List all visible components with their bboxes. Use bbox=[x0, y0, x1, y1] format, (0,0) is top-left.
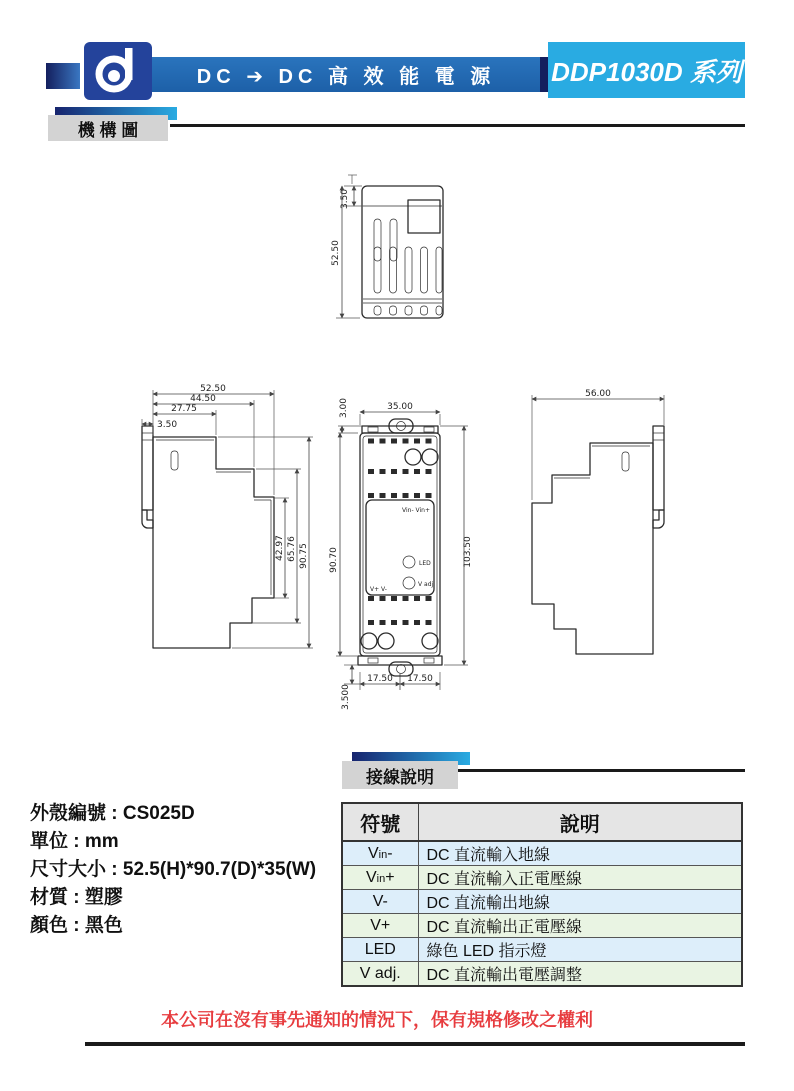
top-view-drawing bbox=[331, 175, 443, 318]
spec-line: 尺寸大小 : 52.5(H)*90.7(D)*35(W) bbox=[30, 859, 317, 880]
wiring-table-row bbox=[342, 841, 742, 866]
disclaimer-text: 本公司在沒有事先通知的情況下，保有規格修改之權利 bbox=[161, 1010, 593, 1030]
top-view-dim-lip: 3.50 bbox=[340, 188, 350, 210]
brand-logo bbox=[84, 42, 152, 100]
spec-line: 材質 : 塑膠 bbox=[30, 887, 123, 908]
left-side-view-drawing bbox=[142, 384, 313, 648]
wiring-table-header-description: 說明 bbox=[418, 803, 742, 841]
footer-rule bbox=[85, 1042, 745, 1046]
left-view-dim-d2: 65.76 bbox=[287, 536, 297, 562]
wiring-table-body bbox=[342, 841, 742, 986]
left-view-dim-total: 52.50 bbox=[200, 384, 226, 394]
header-title-bar bbox=[152, 57, 540, 92]
spec-line: 顏色 : 黑色 bbox=[30, 915, 123, 936]
symbol-cell: Vin+ bbox=[342, 866, 418, 890]
section-rule bbox=[170, 124, 745, 127]
front-view-input-terminal-label: Vin- Vin+ bbox=[402, 507, 430, 514]
section-mechanism-label: 機 構 圖 bbox=[48, 115, 168, 141]
symbol-cell: Vin- bbox=[342, 841, 418, 866]
left-view-dim-flange: 3.50 bbox=[157, 420, 178, 430]
left-view-dim-d1: 42.97 bbox=[275, 535, 285, 561]
section-wiring-label: 接線說明 bbox=[342, 761, 458, 789]
mechanism-drawing bbox=[0, 150, 794, 770]
right-side-view-drawing bbox=[532, 389, 664, 654]
front-view-dim-pitch-right: 17.50 bbox=[407, 674, 433, 684]
description-cell: DC 直流輸入正電壓線 bbox=[418, 866, 742, 890]
wiring-table-row bbox=[342, 866, 742, 890]
right-view-dim-total: 56.00 bbox=[585, 389, 611, 399]
front-view-dim-total: 103.50 bbox=[463, 536, 473, 568]
front-view-dim-tab: 3.00 bbox=[339, 397, 349, 419]
description-cell: DC 直流輸出正電壓線 bbox=[418, 914, 742, 938]
left-view-dim-mid: 44.50 bbox=[190, 394, 216, 404]
series-badge bbox=[548, 42, 745, 98]
front-view-dim-width: 35.00 bbox=[387, 402, 413, 412]
symbol-cell: V+ bbox=[342, 914, 418, 938]
brand-d-icon bbox=[84, 42, 152, 100]
wiring-table bbox=[341, 802, 743, 987]
front-view-dim-base: 3.500 bbox=[341, 684, 351, 710]
wiring-table-row bbox=[342, 890, 742, 914]
description-cell: DC 直流輸入地線 bbox=[418, 841, 742, 866]
front-view-dim-pitch-left: 17.50 bbox=[367, 674, 393, 684]
left-view-dim-d3: 90.75 bbox=[299, 543, 309, 569]
header-gradient-block bbox=[46, 63, 80, 89]
wiring-table-row bbox=[342, 914, 742, 938]
spec-block bbox=[30, 800, 316, 940]
front-view-dim-body: 90.70 bbox=[329, 547, 339, 573]
left-view-dim-front: 27.75 bbox=[171, 404, 197, 414]
description-cell: DC 直流輸出電壓調整 bbox=[418, 962, 742, 987]
description-cell: DC 直流輸出地線 bbox=[418, 890, 742, 914]
symbol-cell: V- bbox=[342, 890, 418, 914]
header-divider bbox=[540, 57, 548, 92]
section-rule bbox=[458, 769, 745, 772]
top-view-dim-depth: 52.50 bbox=[331, 240, 341, 266]
wiring-table-row bbox=[342, 938, 742, 962]
symbol-cell: LED bbox=[342, 938, 418, 962]
front-view-vadj-label: V adj. bbox=[418, 581, 436, 588]
description-cell: 綠色 LED 指示燈 bbox=[418, 938, 742, 962]
symbol-cell: V adj. bbox=[342, 962, 418, 987]
front-view-output-terminal-label: V+ V- bbox=[370, 586, 387, 593]
wiring-table-row bbox=[342, 962, 742, 987]
header-title: DC ➔ DC 高 效 能 電 源 bbox=[196, 66, 496, 88]
spec-line: 單位 : mm bbox=[30, 831, 119, 852]
series-badge-label: DDP1030D 系列 bbox=[551, 56, 742, 87]
front-view-drawing bbox=[329, 398, 473, 710]
wiring-table-header-symbol: 符號 bbox=[342, 803, 418, 841]
spec-line: 外殼編號 : CS025D bbox=[30, 803, 195, 824]
front-view-led-label: LED bbox=[419, 560, 431, 567]
